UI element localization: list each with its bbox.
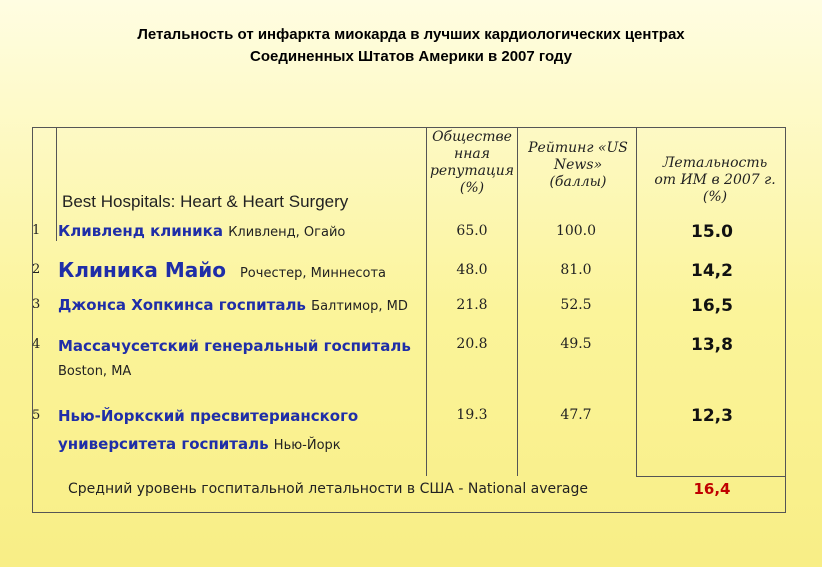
national-average-label: Средний уровень госпитальной летальности в США - National average [68,481,588,497]
hospital-name: Джонса Хопкинса госпиталь Балтимор, MD [58,296,408,314]
row-number: 4 [32,337,41,352]
reputation-value: 48.0 [456,262,488,278]
header-best-hospitals: Best Hospitals: Heart & Heart Surgery [62,192,349,211]
mortality-value: 13,8 [691,335,733,355]
hospital-name: Кливленд клиника Кливленд, Огайо [58,222,346,240]
page-title-line2: Соединенных Штатов Америки в 2007 году [250,48,572,65]
rating-value: 52.5 [560,297,592,313]
rating-value: 100.0 [555,223,597,239]
hospital-name-line2: университета госпиталь Нью-Йорк [58,435,341,453]
reputation-value: 65.0 [456,223,488,239]
rating-value: 47.7 [560,407,592,423]
mortality-value: 16,5 [691,296,733,316]
national-average-value: 16,4 [693,480,731,498]
row-number: 5 [32,408,41,423]
reputation-value: 19.3 [456,407,488,423]
reputation-value: 20.8 [456,336,488,352]
header-rating: Рейтинг «US News» (баллы) [528,140,628,190]
page-title-line1: Летальность от инфаркта миокарда в лучших кардиологических центрах [137,26,685,43]
mortality-value: 14,2 [691,261,733,281]
divider [517,127,518,476]
mortality-value: 12,3 [691,406,733,426]
header-reputation: Обществе нная репутация (%) [429,129,515,196]
divider [636,476,786,477]
hospital-name: Массачусетский генеральный госпиталь [58,337,411,355]
hospital-name: Нью-Йоркский пресвитерианского [58,407,359,425]
rating-value: 81.0 [560,262,592,278]
divider [56,127,57,241]
rating-value: 49.5 [560,336,592,352]
row-number: 2 [32,262,41,277]
divider [636,127,637,476]
row-number: 1 [32,223,41,238]
reputation-value: 21.8 [456,297,488,313]
header-mortality: Летальность от ИМ в 2007 г. (%) [654,155,776,205]
mortality-value: 15.0 [691,222,733,242]
hospital-city: Boston, MA [58,364,132,379]
row-number: 3 [32,297,41,312]
hospital-name: Клиника Майо Рочестер, Миннесота [58,258,386,282]
